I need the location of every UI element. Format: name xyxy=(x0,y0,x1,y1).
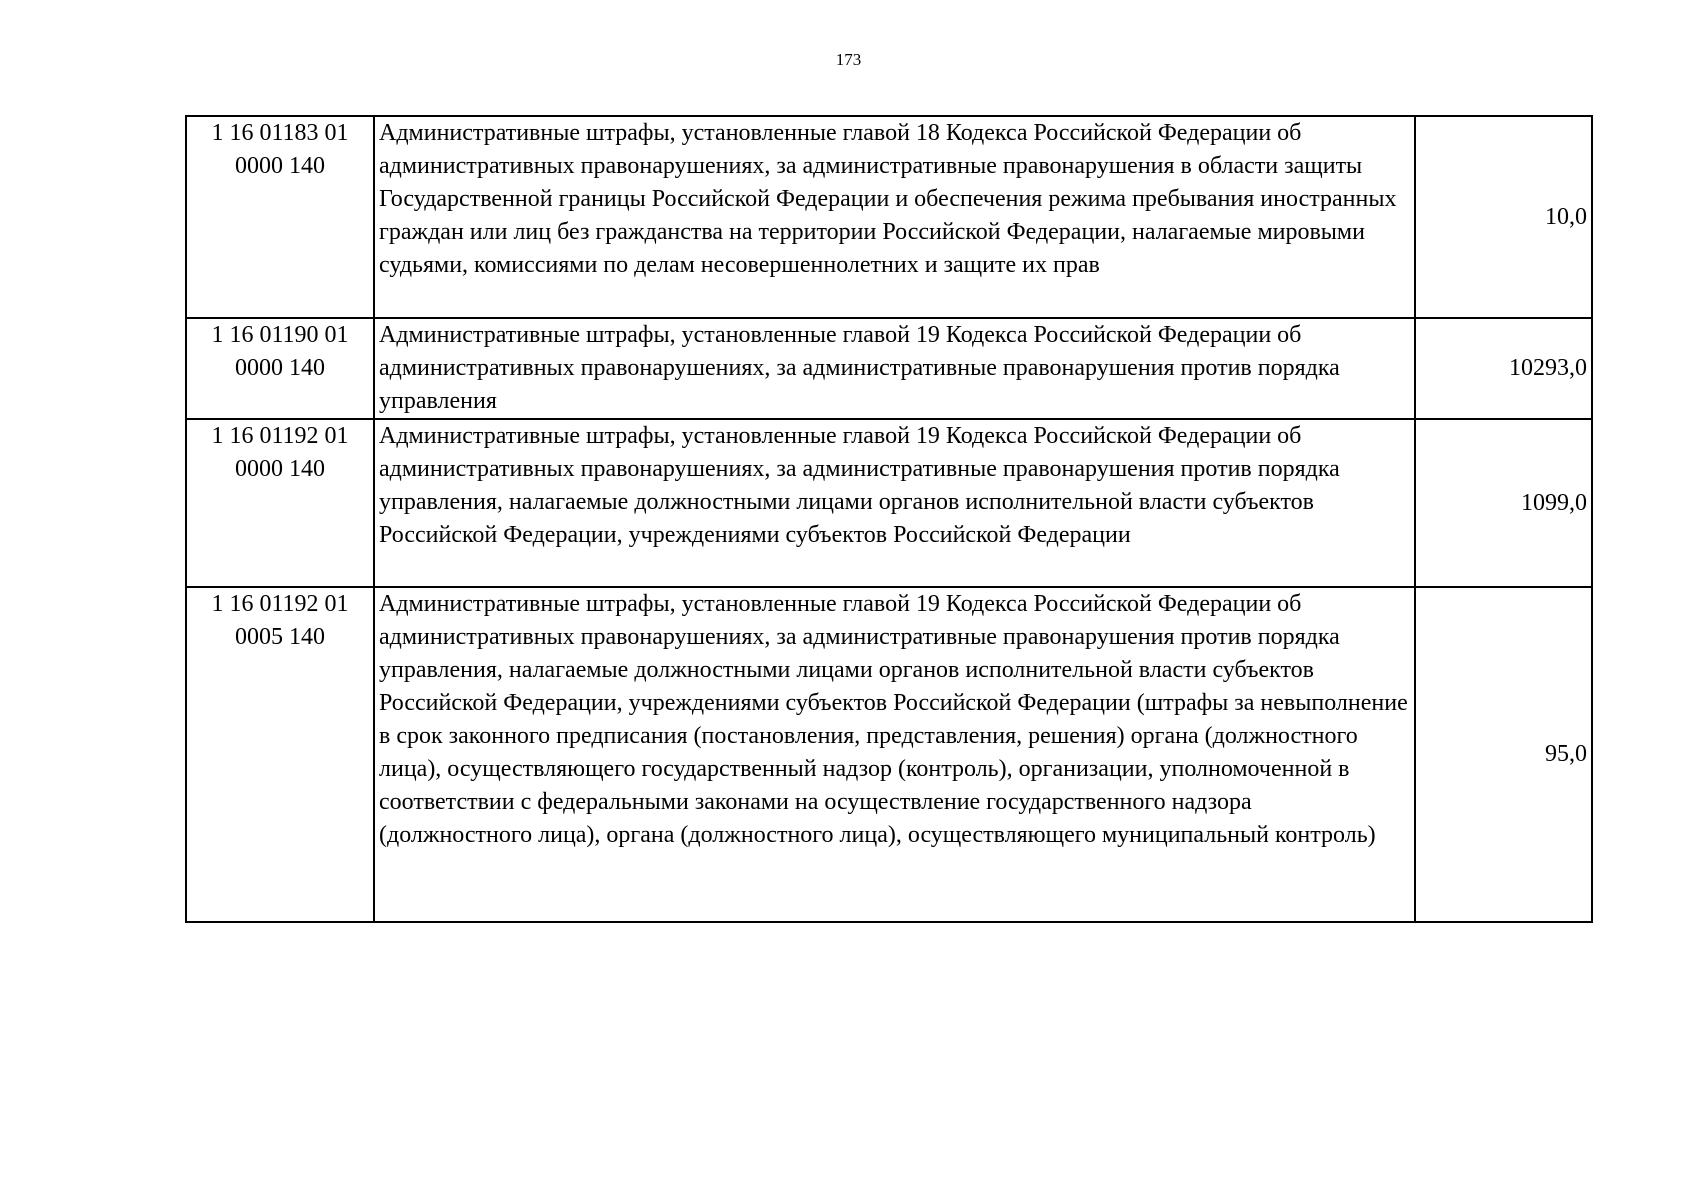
amount-cell: 1099,0 xyxy=(1415,419,1592,587)
budget-code-line: 1 16 01183 01 xyxy=(211,120,349,146)
table-row xyxy=(186,587,1592,922)
budget-code-line: 1 16 01192 01 xyxy=(211,591,349,617)
amount-cell: 95,0 xyxy=(1415,587,1592,922)
budget-code-line: 0000 140 xyxy=(235,456,325,482)
description-cell: Административные штрафы, установленные главой 18 Кодекса Российской Федерации об административных правонарушениях, за административные правонарушения в области защиты Государственной границы Российской Федерации и обеспечения режима пребывания иностранных граждан или лиц без гражданства на территории Российской Федерации, налагаемые мировыми судьями, комиссиями по делам несовершеннолетних и защите их прав xyxy=(374,116,1415,318)
budget-revenue-table xyxy=(185,115,1593,923)
page-number: 173 xyxy=(835,50,862,69)
description-cell: Административные штрафы, установленные главой 19 Кодекса Российской Федерации об административных правонарушениях, за административные правонарушения против порядка управления, налагаемые должностными лицами органов исполнительной власти субъектов Российской Федерации, учреждениями субъектов Российской Федерации xyxy=(374,419,1415,587)
budget-code-line: 1 16 01190 01 xyxy=(211,322,349,348)
table-row xyxy=(186,419,1592,587)
budget-code-cell xyxy=(186,116,374,318)
budget-code-line: 0000 140 xyxy=(235,355,325,381)
amount-cell: 10,0 xyxy=(1415,116,1592,318)
description-cell: Административные штрафы, установленные главой 19 Кодекса Российской Федерации об административных правонарушениях, за административные правонарушения против порядка управления xyxy=(374,318,1415,419)
budget-code-cell xyxy=(186,587,374,922)
budget-code-cell xyxy=(186,419,374,587)
table-row xyxy=(186,116,1592,318)
budget-code-cell xyxy=(186,318,374,419)
budget-code-line: 0000 140 xyxy=(235,153,325,179)
budget-code-line: 1 16 01192 01 xyxy=(211,423,349,449)
table-row xyxy=(186,318,1592,419)
description-cell: Административные штрафы, установленные главой 19 Кодекса Российской Федерации об административных правонарушениях, за административные правонарушения против порядка управления, налагаемые должностными лицами органов исполнительной власти субъектов Российской Федерации, учреждениями субъектов Российской Федерации (штрафы за невыполнение в срок законного предписания (постановления, представления, решения) органа (должностного лица), осуществляющего государственный надзор (контроль), организации, уполномоченной в соответствии с федеральными законами на осуществление государственного надзора (должностного лица), органа (должностного лица), осуществляющего муниципальный контроль) xyxy=(374,587,1415,922)
amount-cell: 10293,0 xyxy=(1415,318,1592,419)
budget-code-line: 0005 140 xyxy=(235,624,325,650)
